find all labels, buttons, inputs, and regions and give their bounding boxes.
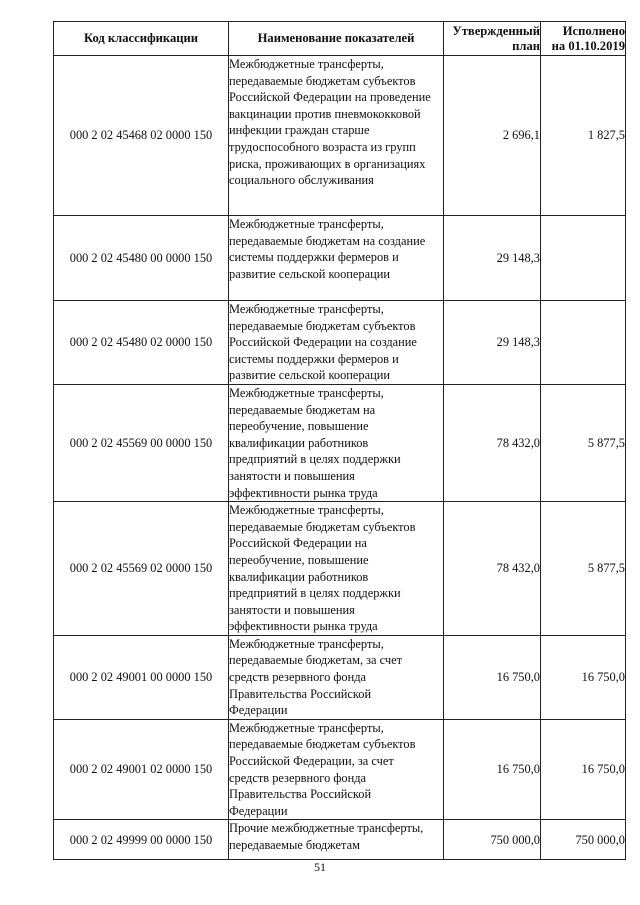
indicator-name-line: передаваемые бюджетам: [229, 838, 360, 852]
indicator-name: [229, 635, 444, 719]
table-row: [54, 820, 626, 860]
indicator-name-line: Межбюджетные трансферты,: [229, 217, 384, 231]
indicator-name-line: занятости и повышения: [229, 602, 355, 617]
table-row: [54, 719, 626, 820]
indicator-name-line: трудоспособного возраста из групп: [229, 139, 416, 154]
indicator-name-line: передаваемые бюджетам на: [229, 402, 376, 417]
executed-value: 1 827,5: [541, 56, 626, 216]
indicator-name-line: системы поддержки фермеров и: [229, 250, 399, 265]
indicator-name-line: развитие сельской кооперации: [229, 368, 391, 383]
classification-code: 000 2 02 45569 02 0000 150: [54, 502, 229, 636]
indicator-name-line: предприятий в целях поддержки: [229, 452, 401, 467]
classification-code: 000 2 02 45480 00 0000 150: [54, 216, 229, 301]
executed-value: 16 750,0: [541, 719, 626, 820]
indicator-name: [229, 502, 444, 636]
indicator-name-line: Российской Федерации на: [229, 536, 367, 551]
indicator-name: [229, 719, 444, 820]
indicator-name: [229, 301, 444, 385]
classification-code: 000 2 02 45480 02 0000 150: [54, 301, 229, 385]
header-done: Исполнено на 01.10.2019: [541, 22, 626, 56]
indicator-name-line: передаваемые бюджетам субъектов: [229, 519, 416, 534]
executed-value: [541, 301, 626, 385]
executed-value: 16 750,0: [541, 635, 626, 719]
executed-value: 750 000,0: [541, 820, 626, 860]
approved-plan-value: 16 750,0: [444, 635, 541, 719]
table-row: [54, 216, 626, 301]
approved-plan-value: 78 432,0: [444, 384, 541, 501]
indicator-name-line: квалификации работников: [229, 435, 369, 450]
indicator-name-line: Межбюджетные трансферты,: [229, 720, 384, 735]
classification-code: 000 2 02 49001 00 0000 150: [54, 635, 229, 719]
header-row: [54, 22, 626, 56]
classification-code: 000 2 02 45569 00 0000 150: [54, 384, 229, 501]
indicator-name-line: развитие сельской кооперации: [229, 266, 391, 281]
executed-value: [541, 216, 626, 301]
approved-plan-value: 2 696,1: [444, 56, 541, 216]
indicator-name: [229, 384, 444, 501]
indicator-name-line: Межбюджетные трансферты,: [229, 636, 384, 651]
executed-value: 5 877,5: [541, 384, 626, 501]
indicator-name-line: Межбюджетные трансферты,: [229, 385, 384, 400]
approved-plan-value: 29 148,3: [444, 301, 541, 385]
header-code: Код классификации: [54, 22, 229, 56]
indicator-name-line: переобучение, повышение: [229, 552, 369, 567]
indicator-name-line: Межбюджетные трансферты,: [229, 503, 384, 518]
classification-code: 000 2 02 49001 02 0000 150: [54, 719, 229, 820]
approved-plan-value: 16 750,0: [444, 719, 541, 820]
indicator-name-line: Прочие межбюджетные трансферты,: [229, 821, 424, 836]
indicator-name: [229, 216, 444, 301]
indicator-name-line: риска, проживающих в организациях: [229, 156, 426, 171]
indicator-name-line: Межбюджетные трансферты,: [229, 57, 384, 71]
table-row: [54, 635, 626, 719]
indicator-name-line: социального обслуживания: [229, 173, 374, 188]
table-row: [54, 502, 626, 636]
page-number: 51: [314, 860, 326, 874]
indicator-name-line: предприятий в целях поддержки: [229, 586, 401, 601]
classification-code: 000 2 02 45468 02 0000 150: [54, 56, 229, 216]
approved-plan-value: 78 432,0: [444, 502, 541, 636]
indicator-name-line: Правительства Российской: [229, 686, 372, 701]
executed-value: 5 877,5: [541, 502, 626, 636]
table-row: [54, 301, 626, 385]
indicator-name-line: эффективности рынка труда: [229, 619, 378, 634]
budget-table: [53, 21, 626, 860]
indicator-name-line: передаваемые бюджетам субъектов: [229, 318, 416, 333]
header-name: Наименование показателей: [229, 22, 444, 56]
classification-code: 000 2 02 49999 00 0000 150: [54, 820, 229, 860]
table-row: [54, 56, 626, 216]
indicator-name: [229, 56, 444, 216]
indicator-name-line: эффективности рынка труда: [229, 485, 378, 500]
indicator-name-line: передаваемые бюджетам субъектов: [229, 737, 416, 752]
indicator-name-line: Российской Федерации на создание: [229, 335, 417, 350]
indicator-name: [229, 820, 444, 860]
table-row: [54, 384, 626, 501]
indicator-name-line: средств резервного фонда: [229, 670, 367, 685]
indicator-name-line: занятости и повышения: [229, 468, 355, 483]
indicator-name-line: Российской Федерации, за счет: [229, 754, 394, 769]
indicator-name-line: Российской Федерации на проведение: [229, 90, 431, 105]
indicator-name-line: переобучение, повышение: [229, 419, 369, 434]
indicator-name-line: инфекции граждан старше: [229, 123, 370, 138]
indicator-name-line: средств резервного фонда: [229, 770, 367, 785]
indicator-name-line: Федерации: [229, 803, 288, 818]
indicator-name-line: передаваемые бюджетам на создание: [229, 233, 426, 248]
indicator-name-line: системы поддержки фермеров и: [229, 351, 399, 366]
indicator-name-line: передаваемые бюджетам субъектов: [229, 73, 416, 88]
indicator-name-line: Межбюджетные трансферты,: [229, 302, 384, 316]
approved-plan-value: 750 000,0: [444, 820, 541, 860]
indicator-name-line: Правительства Российской: [229, 787, 372, 802]
header-plan: Утвержденный план: [444, 22, 541, 56]
indicator-name-line: квалификации работников: [229, 569, 369, 584]
indicator-name-line: вакцинации против пневмококковой: [229, 106, 421, 121]
indicator-name-line: передаваемые бюджетам, за счет: [229, 653, 403, 668]
approved-plan-value: 29 148,3: [444, 216, 541, 301]
indicator-name-line: Федерации: [229, 703, 288, 718]
